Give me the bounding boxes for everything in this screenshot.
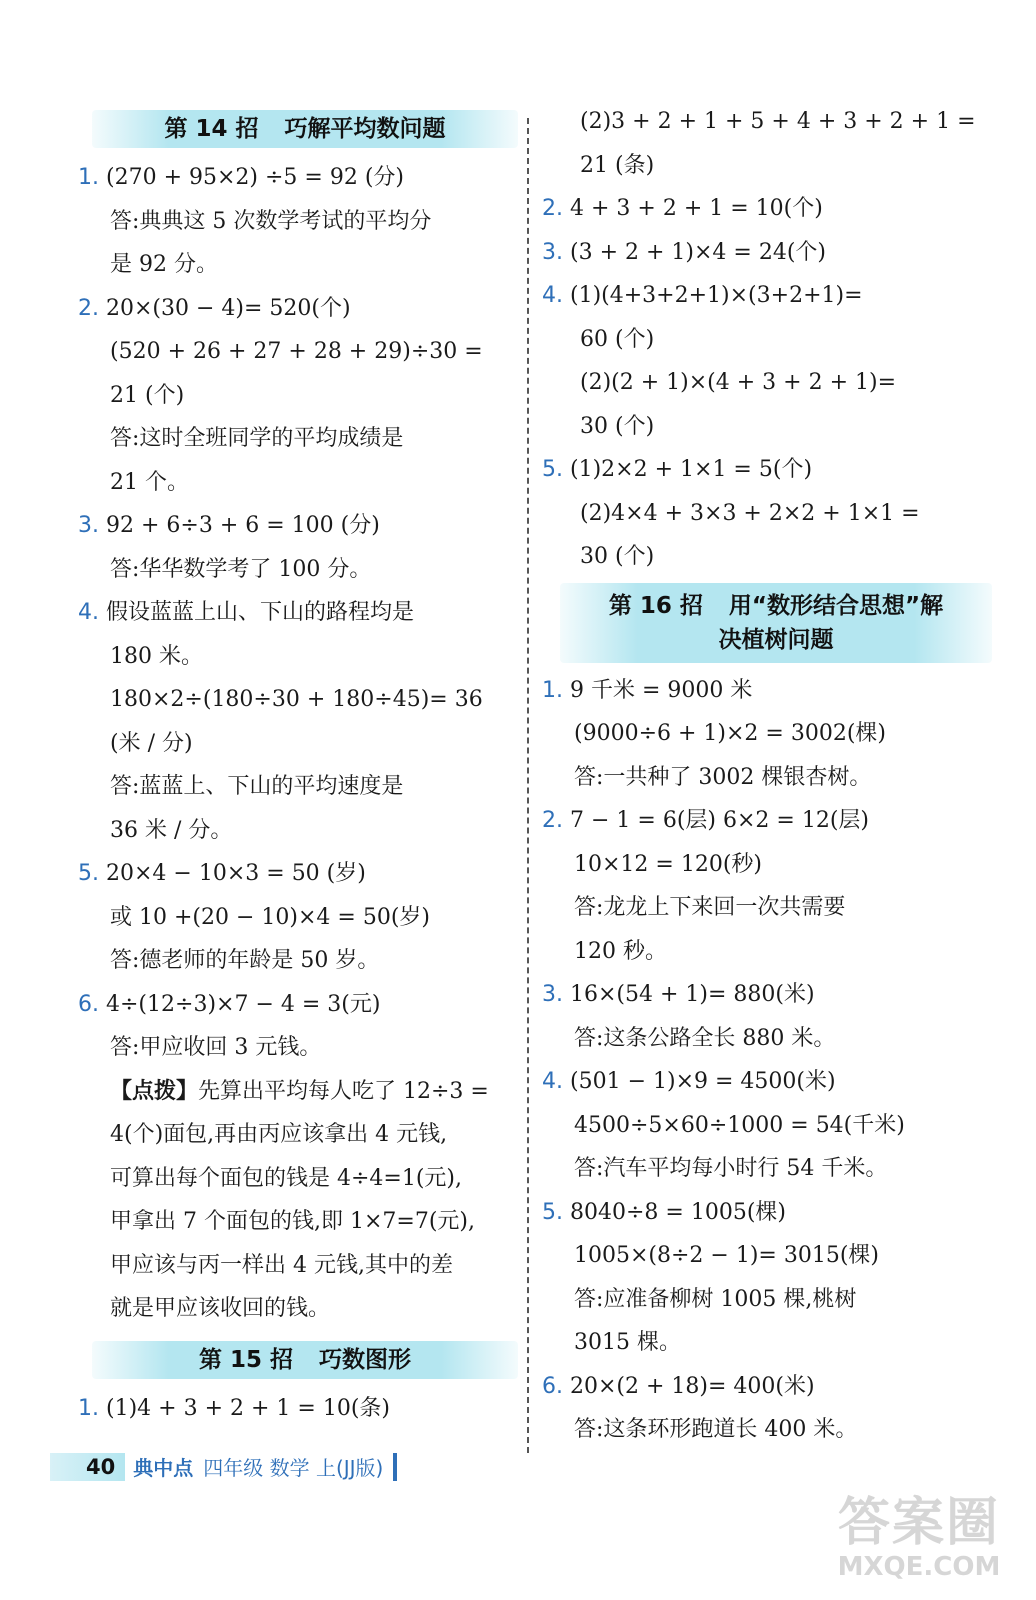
answer-text: 92 + 6÷3 + 6 = 100 (分) (106, 513, 380, 538)
answer-line: 答:汽车平均每小时行 54 千米。 (574, 1156, 888, 1181)
answer-text: (1)4 + 3 + 2 + 1 = 10(条) (106, 1395, 390, 1421)
left-column (78, 100, 518, 1430)
tip-line: 甲应该与丙一样出 4 元钱,其中的差 (110, 1252, 453, 1278)
answer-line (542, 799, 992, 843)
answer-line (542, 973, 992, 1017)
answer-line (78, 156, 518, 200)
answer-line: 答:蓝蓝上、下山的平均速度是 (110, 774, 404, 799)
answer-text: (1)(4+3+2+1)×(3+2+1)= (570, 283, 863, 308)
section-name: 巧解平均数问题 (284, 116, 446, 142)
answer-line (542, 448, 992, 492)
answer-line: 答:这条环形跑道长 400 米。 (574, 1417, 858, 1442)
answer-line: 1005×(8÷2 − 1)= 3015(棵) (574, 1243, 880, 1268)
answer-line: (2)4×4 + 3×3 + 2×2 + 1×1 = (580, 500, 920, 526)
answer-line (542, 187, 992, 231)
answer-text: 9 千米 = 9000 米 (570, 677, 753, 703)
answer-line (78, 852, 518, 896)
answer-line: 答:这条公路全长 880 米。 (574, 1025, 836, 1051)
answer-text: 8040÷8 = 1005(棵) (570, 1199, 786, 1225)
answer-text: (1)2×2 + 1×1 = 5(个) (570, 457, 813, 482)
brand-logo: 典中点 (133, 1456, 194, 1480)
answer-text: 假设蓝蓝上山、下山的路程均是 (106, 600, 415, 625)
answer-line: 答:德老师的年龄是 50 岁。 (110, 948, 380, 973)
answer-text: (270 + 95×2) ÷5 = 92 (分) (106, 165, 404, 190)
answer-line (542, 274, 992, 318)
answer-text: 4÷(12÷3)×7 − 4 = 3(元) (106, 991, 381, 1017)
answer-line (542, 669, 992, 713)
section-name: 巧数图形 (319, 1346, 412, 1373)
answer-line: 60 (个) (580, 326, 655, 352)
tip-line: 可算出每个面包的钱是 4÷4=1(元), (110, 1165, 463, 1191)
section-number: 第 15 招 (198, 1346, 294, 1373)
question-number: 4. (542, 283, 563, 308)
section-title-16 (560, 583, 992, 663)
question-number: 2. (542, 196, 563, 221)
footer-bar (393, 1453, 397, 1481)
answer-line (78, 591, 518, 635)
answer-line: (520 + 26 + 27 + 28 + 29)÷30 = (110, 339, 483, 364)
answer-line: 答:应准备柳树 1005 棵,桃树 (574, 1286, 857, 1312)
watermark-logo (824, 1494, 1014, 1594)
answer-text: 4 + 3 + 2 + 1 = 10(个) (570, 196, 823, 221)
answer-line: 21 (个) (110, 382, 185, 408)
answer-line: 3015 棵。 (574, 1330, 681, 1355)
answer-line: 答:这时全班同学的平均成绩是 (110, 426, 404, 451)
answer-text: (501 − 1)×9 = 4500(米) (570, 1069, 836, 1094)
answer-line (542, 231, 992, 275)
answer-text: 16×(54 + 1)= 880(米) (570, 982, 815, 1007)
answer-line: 是 92 分。 (110, 252, 218, 277)
answer-line: 120 秒。 (574, 938, 667, 964)
answer-line (542, 1060, 992, 1104)
answer-text: 20×(30 − 4)= 520(个) (106, 295, 351, 321)
section-title-line (560, 589, 992, 623)
answer-line: 10×12 = 120(秒) (574, 851, 762, 877)
answer-text: (3 + 2 + 1)×4 = 24(个) (570, 239, 827, 265)
answer-line: 21 (条) (580, 152, 655, 178)
question-number: 5. (542, 457, 563, 482)
question-number: 1. (78, 165, 99, 190)
answer-line: 36 米 / 分。 (110, 817, 233, 843)
section-title-15 (92, 1341, 518, 1379)
answer-text: 7 − 1 = 6(层) 6×2 = 12(层) (570, 808, 869, 833)
question-number: 4. (542, 1069, 563, 1094)
question-number: 4. (78, 600, 99, 625)
answer-line: 答:一共种了 3002 棵银杏树。 (574, 764, 872, 790)
column-divider (527, 118, 529, 1453)
question-number: 3. (542, 239, 563, 265)
answer-line (78, 287, 518, 331)
answer-line: (9000÷6 + 1)×2 = 3002(棵) (574, 721, 887, 746)
question-number: 6. (542, 1373, 563, 1399)
section-title-14 (92, 110, 518, 148)
answer-line (78, 1387, 518, 1431)
watermark-text: 答案圈 (837, 1493, 1000, 1553)
answer-line: 180×2÷(180÷30 + 180÷45)= 36 (110, 687, 483, 712)
question-number: 1. (542, 677, 563, 703)
tip-text: 先算出平均每人吃了 12÷3 = (198, 1078, 489, 1104)
question-number: 3. (542, 982, 563, 1007)
tip-line: 4(个)面包,再由丙应该拿出 4 元钱, (110, 1122, 448, 1147)
tip-label: 【点拨】 (110, 1078, 199, 1104)
question-number: 5. (542, 1199, 563, 1225)
answer-line: (2)3 + 2 + 1 + 5 + 4 + 3 + 2 + 1 = (580, 109, 976, 134)
book-title: 四年级 数学 上(JJ版) (203, 1456, 384, 1480)
question-number: 6. (78, 991, 99, 1017)
answer-line (542, 1365, 992, 1409)
page-footer (50, 1452, 430, 1488)
answer-line: 答:龙龙上下来回一次共需要 (574, 895, 846, 920)
tip-line: 就是甲应该收回的钱。 (110, 1296, 331, 1321)
question-number: 2. (542, 808, 563, 833)
answer-line: 答:华华数学考了 100 分。 (110, 556, 372, 582)
tip-line (78, 1070, 518, 1114)
question-number: 2. (78, 295, 99, 321)
question-number: 5. (78, 861, 99, 886)
tip-line: 甲拿出 7 个面包的钱,即 1×7=7(元), (110, 1209, 475, 1234)
question-number: 1. (78, 1395, 99, 1421)
answer-line: 答:甲应收回 3 元钱。 (110, 1035, 322, 1060)
answer-line: 30 (个) (580, 413, 655, 439)
answer-line: (米 / 分) (110, 730, 193, 756)
answer-line: 或 10 +(20 − 10)×4 = 50(岁) (110, 904, 430, 930)
answer-line (542, 1191, 992, 1235)
answer-line (78, 983, 518, 1027)
question-number: 3. (78, 513, 99, 538)
answer-text: 20×(2 + 18)= 400(米) (570, 1373, 815, 1399)
answer-line (78, 504, 518, 548)
page-number: 40 (50, 1453, 125, 1481)
section-name-continued: 决植树问题 (718, 626, 834, 653)
watermark-url: MXQE.COM (837, 1552, 1001, 1582)
answer-text: 20×4 − 10×3 = 50 (岁) (106, 861, 366, 886)
right-column (542, 100, 992, 1452)
answer-line: 180 米。 (110, 643, 203, 669)
answer-line: 4500÷5×60÷1000 = 54(千米) (574, 1112, 905, 1138)
section-number: 第 16 招 (608, 592, 703, 619)
answer-line: 30 (个) (580, 544, 655, 569)
answer-line: (2)(2 + 1)×(4 + 3 + 2 + 1)= (580, 370, 897, 395)
section-name: 用“数形结合思想”解 (728, 592, 944, 619)
section-number: 第 14 招 (164, 116, 259, 142)
answer-line: 21 个。 (110, 469, 189, 495)
answer-line: 答:典典这 5 次数学考试的平均分 (110, 208, 432, 234)
